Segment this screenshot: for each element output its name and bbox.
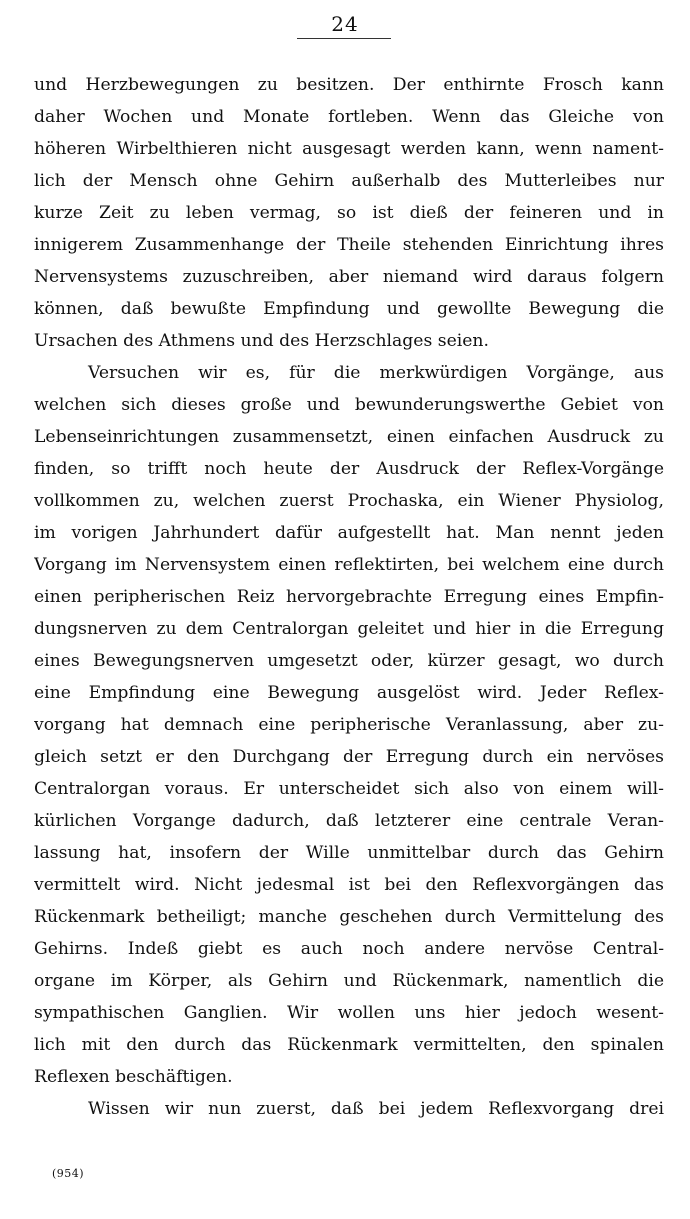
paragraph (34, 1093, 664, 1125)
text-line: vollkommen zu, welchen zuerst Prochaska, ein Wiener Physiolog, (34, 491, 664, 511)
page-number: 24 (331, 12, 359, 36)
text-line: lassung hat, insofern der Wille unmittelbar durch das Gehirn (34, 843, 664, 863)
text-line: finden, so trifft noch heute der Ausdruck der Reflex-Vorgänge (34, 459, 664, 479)
text-line: Gehirns. Indeß giebt es auch noch andere nervöse Central- (34, 939, 664, 959)
body-text (34, 69, 664, 1125)
text-line: vermittelt wird. Nicht jedesmal ist bei den Reflexvorgängen das (34, 875, 664, 895)
text-line: innigerem Zusammenhange der Theile stehenden Einrichtung ihres (34, 235, 664, 255)
header-rule (297, 38, 391, 39)
text-line: gleich setzt er den Durchgang der Erregung durch ein nervöses (34, 747, 664, 767)
text-line: Wissen wir nun zuerst, daß bei jedem Reflexvorgang drei (88, 1099, 664, 1119)
text-line: kurze Zeit zu leben vermag, so ist dieß der feineren und in (34, 203, 664, 223)
text-line: welchen sich dieses große und bewunderungswerthe Gebiet von (34, 395, 664, 415)
text-line: eines Bewegungsnerven umgesetzt oder, kürzer gesagt, wo durch (34, 651, 664, 671)
text-line: Ursachen des Athmens und des Herzschlages seien. (34, 331, 489, 351)
text-line: daher Wochen und Monate fortleben. Wenn das Gleiche von (34, 107, 664, 127)
text-line: Reflexen beschäftigen. (34, 1067, 233, 1087)
text-line: und Herzbewegungen zu besitzen. Der enthirnte Frosch kann (34, 75, 664, 95)
text-line: Rückenmark betheiligt; manche geschehen durch Vermittelung des (34, 907, 664, 927)
text-line: können, daß bewußte Empfindung und gewollte Bewegung die (34, 299, 664, 319)
text-line: höheren Wirbelthieren nicht ausgesagt werden kann, wenn nament- (34, 139, 664, 159)
text-line: dungsnerven zu dem Centralorgan geleitet und hier in die Erregung (34, 619, 664, 639)
text-line: Versuchen wir es, für die merkwürdigen Vorgänge, aus (88, 363, 664, 383)
text-line: Nervensystems zuzuschreiben, aber niemand wird daraus folgern (34, 267, 664, 287)
text-line: kürlichen Vorgange dadurch, daß letzterer eine centrale Veran- (34, 811, 664, 831)
text-line: organe im Körper, als Gehirn und Rückenmark, namentlich die (34, 971, 664, 991)
text-line: Vorgang im Nervensystem einen reflektirten, bei welchem eine durch (34, 555, 664, 575)
text-line: Lebenseinrichtungen zusammensetzt, einen einfachen Ausdruck zu (34, 427, 664, 447)
printer-signature: (954) (52, 1167, 85, 1180)
text-line: lich mit den durch das Rückenmark vermittelten, den spinalen (34, 1035, 664, 1055)
text-line: einen peripherischen Reiz hervorgebrachte Erregung eines Empfin- (34, 587, 664, 607)
text-line: im vorigen Jahrhundert dafür aufgestellt hat. Man nennt jeden (34, 523, 664, 543)
text-line: eine Empfindung eine Bewegung ausgelöst wird. Jeder Reflex- (34, 683, 664, 703)
text-line: Centralorgan voraus. Er unterscheidet sich also von einem will- (34, 779, 664, 799)
text-line: vorgang hat demnach eine peripherische Veranlassung, aber zu- (34, 715, 664, 735)
paragraph (34, 357, 664, 1093)
text-line: lich der Mensch ohne Gehirn außerhalb des Mutterleibes nur (34, 171, 664, 191)
paragraph (34, 69, 664, 357)
text-line: sympathischen Ganglien. Wir wollen uns hier jedoch wesent- (34, 1003, 664, 1023)
